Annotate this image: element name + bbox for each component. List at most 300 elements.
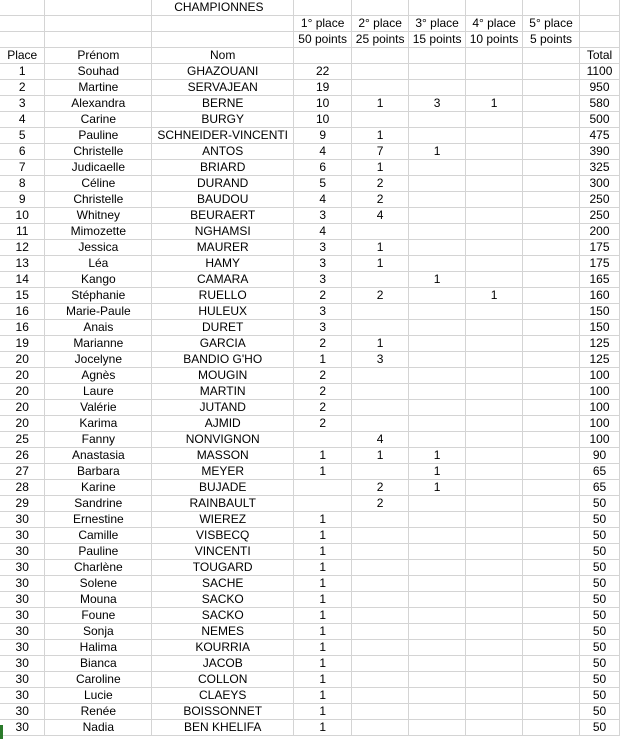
nom-cell[interactable]: CLAEYS [152, 688, 294, 704]
place-4-count-cell[interactable] [466, 304, 523, 320]
place-cell[interactable]: 29 [0, 496, 45, 512]
place-5-count-cell[interactable] [523, 624, 580, 640]
total-cell[interactable]: 125 [579, 336, 619, 352]
place-2-count-cell[interactable]: 1 [352, 160, 409, 176]
place-5-count-cell[interactable] [523, 224, 580, 240]
place-1-points[interactable]: 50 points [294, 32, 352, 48]
place-4-count-cell[interactable] [466, 112, 523, 128]
place-3-count-cell[interactable] [409, 640, 466, 656]
prenom-cell[interactable]: Anais [45, 320, 152, 336]
place-4-count-cell[interactable] [466, 496, 523, 512]
total-cell[interactable]: 950 [579, 80, 619, 96]
place-3-count-cell[interactable]: 1 [409, 272, 466, 288]
place-5-count-cell[interactable] [523, 320, 580, 336]
sheet-title[interactable]: CHAMPIONNES [152, 0, 294, 16]
place-3-count-cell[interactable] [409, 336, 466, 352]
place-3-count-cell[interactable] [409, 208, 466, 224]
total-cell[interactable]: 250 [579, 192, 619, 208]
place-2-count-cell[interactable] [352, 416, 409, 432]
prenom-cell[interactable]: Martine [45, 80, 152, 96]
place-2-count-cell[interactable] [352, 80, 409, 96]
place-cell[interactable]: 12 [0, 240, 45, 256]
nom-cell[interactable]: JACOB [152, 656, 294, 672]
place-5-count-cell[interactable] [523, 240, 580, 256]
total-cell[interactable]: 50 [579, 496, 619, 512]
cell[interactable] [0, 16, 45, 32]
nom-cell[interactable]: KOURRIA [152, 640, 294, 656]
place-cell[interactable]: 2 [0, 80, 45, 96]
place-cell[interactable]: 11 [0, 224, 45, 240]
place-5-count-cell[interactable] [523, 704, 580, 720]
total-cell[interactable]: 50 [579, 592, 619, 608]
place-4-count-cell[interactable] [466, 576, 523, 592]
place-3-count-cell[interactable] [409, 224, 466, 240]
place-3-count-cell[interactable] [409, 256, 466, 272]
total-cell[interactable]: 165 [579, 272, 619, 288]
place-5-count-cell[interactable] [523, 128, 580, 144]
place-4-count-cell[interactable] [466, 544, 523, 560]
place-1-count-cell[interactable]: 1 [294, 352, 352, 368]
place-4-count-cell[interactable] [466, 448, 523, 464]
nom-cell[interactable]: SACHE [152, 576, 294, 592]
nom-cell[interactable]: ANTOS [152, 144, 294, 160]
total-cell[interactable]: 100 [579, 432, 619, 448]
place-2-count-cell[interactable]: 2 [352, 496, 409, 512]
total-cell[interactable]: 300 [579, 176, 619, 192]
place-3-count-cell[interactable] [409, 384, 466, 400]
place-1-count-cell[interactable]: 1 [294, 656, 352, 672]
prenom-cell[interactable]: Renée [45, 704, 152, 720]
nom-cell[interactable]: MAURER [152, 240, 294, 256]
place-1-count-cell[interactable]: 6 [294, 160, 352, 176]
place-1-count-cell[interactable]: 4 [294, 224, 352, 240]
prenom-cell[interactable]: Pauline [45, 128, 152, 144]
place-cell[interactable]: 30 [0, 560, 45, 576]
nom-cell[interactable]: WIEREZ [152, 512, 294, 528]
place-5-count-cell[interactable] [523, 272, 580, 288]
place-5-count-cell[interactable] [523, 64, 580, 80]
place-4-count-cell[interactable] [466, 128, 523, 144]
total-cell[interactable]: 65 [579, 480, 619, 496]
cell[interactable] [579, 16, 619, 32]
total-cell[interactable]: 50 [579, 656, 619, 672]
nom-cell[interactable]: BEN KHELIFA [152, 720, 294, 736]
place-1-count-cell[interactable]: 1 [294, 592, 352, 608]
nom-cell[interactable]: SACKO [152, 608, 294, 624]
total-cell[interactable]: 250 [579, 208, 619, 224]
cell[interactable] [409, 48, 466, 64]
place-1-count-cell[interactable]: 22 [294, 64, 352, 80]
place-cell[interactable]: 28 [0, 480, 45, 496]
total-cell[interactable]: 325 [579, 160, 619, 176]
place-cell[interactable]: 16 [0, 304, 45, 320]
place-1-header[interactable]: 1° place [294, 16, 352, 32]
place-2-count-cell[interactable] [352, 640, 409, 656]
place-4-count-cell[interactable] [466, 64, 523, 80]
place-5-count-cell[interactable] [523, 528, 580, 544]
place-1-count-cell[interactable]: 2 [294, 336, 352, 352]
nom-cell[interactable]: AJMID [152, 416, 294, 432]
place-cell[interactable]: 26 [0, 448, 45, 464]
place-5-count-cell[interactable] [523, 144, 580, 160]
prenom-cell[interactable]: Sandrine [45, 496, 152, 512]
place-2-count-cell[interactable] [352, 672, 409, 688]
place-1-count-cell[interactable]: 1 [294, 720, 352, 736]
place-5-count-cell[interactable] [523, 304, 580, 320]
place-4-count-cell[interactable] [466, 368, 523, 384]
total-cell[interactable]: 100 [579, 400, 619, 416]
place-2-count-cell[interactable]: 2 [352, 192, 409, 208]
prenom-cell[interactable]: Karine [45, 480, 152, 496]
place-2-points[interactable]: 25 points [352, 32, 409, 48]
place-5-header[interactable]: 5° place [523, 16, 580, 32]
place-3-count-cell[interactable] [409, 176, 466, 192]
place-3-points[interactable]: 15 points [409, 32, 466, 48]
place-cell[interactable]: 1 [0, 64, 45, 80]
nom-cell[interactable]: GHAZOUANI [152, 64, 294, 80]
cell[interactable] [523, 48, 580, 64]
place-5-count-cell[interactable] [523, 512, 580, 528]
place-1-count-cell[interactable]: 2 [294, 416, 352, 432]
place-1-count-cell[interactable]: 1 [294, 528, 352, 544]
prenom-cell[interactable]: Sonja [45, 624, 152, 640]
place-2-count-cell[interactable] [352, 512, 409, 528]
place-1-count-cell[interactable]: 1 [294, 672, 352, 688]
place-3-count-cell[interactable] [409, 528, 466, 544]
place-2-count-cell[interactable]: 3 [352, 352, 409, 368]
place-1-count-cell[interactable]: 1 [294, 688, 352, 704]
place-5-count-cell[interactable] [523, 384, 580, 400]
place-3-count-cell[interactable] [409, 560, 466, 576]
place-4-header[interactable]: 4° place [466, 16, 523, 32]
place-5-count-cell[interactable] [523, 416, 580, 432]
place-2-count-cell[interactable] [352, 400, 409, 416]
place-4-count-cell[interactable] [466, 432, 523, 448]
place-2-count-cell[interactable] [352, 688, 409, 704]
place-3-count-cell[interactable] [409, 656, 466, 672]
place-5-count-cell[interactable] [523, 160, 580, 176]
total-cell[interactable]: 390 [579, 144, 619, 160]
nom-cell[interactable]: DURAND [152, 176, 294, 192]
place-4-count-cell[interactable] [466, 624, 523, 640]
prenom-cell[interactable]: Jessica [45, 240, 152, 256]
cell[interactable] [466, 48, 523, 64]
place-2-count-cell[interactable] [352, 560, 409, 576]
prenom-cell[interactable]: Mouna [45, 592, 152, 608]
place-4-count-cell[interactable] [466, 176, 523, 192]
place-3-count-cell[interactable] [409, 288, 466, 304]
place-cell[interactable]: 25 [0, 432, 45, 448]
place-cell[interactable]: 16 [0, 320, 45, 336]
nom-cell[interactable]: SACKO [152, 592, 294, 608]
place-1-count-cell[interactable] [294, 432, 352, 448]
place-4-count-cell[interactable] [466, 656, 523, 672]
place-4-count-cell[interactable] [466, 608, 523, 624]
place-4-count-cell[interactable] [466, 224, 523, 240]
prenom-cell[interactable]: Christelle [45, 144, 152, 160]
place-3-count-cell[interactable] [409, 160, 466, 176]
prenom-cell[interactable]: Mimozette [45, 224, 152, 240]
place-3-count-cell[interactable] [409, 512, 466, 528]
place-1-count-cell[interactable]: 4 [294, 192, 352, 208]
place-2-header[interactable]: 2° place [352, 16, 409, 32]
cell[interactable] [409, 0, 466, 16]
place-1-count-cell[interactable]: 1 [294, 624, 352, 640]
place-3-count-cell[interactable] [409, 352, 466, 368]
cell[interactable] [45, 32, 152, 48]
place-3-count-cell[interactable] [409, 416, 466, 432]
total-cell[interactable]: 175 [579, 256, 619, 272]
place-1-count-cell[interactable]: 3 [294, 304, 352, 320]
nom-cell[interactable]: RUELLO [152, 288, 294, 304]
place-1-count-cell[interactable]: 3 [294, 320, 352, 336]
place-3-count-cell[interactable] [409, 240, 466, 256]
place-1-count-cell[interactable]: 2 [294, 384, 352, 400]
place-cell[interactable]: 20 [0, 368, 45, 384]
place-3-count-cell[interactable] [409, 304, 466, 320]
place-1-count-cell[interactable]: 1 [294, 704, 352, 720]
nom-cell[interactable]: BUJADE [152, 480, 294, 496]
cell[interactable] [294, 0, 352, 16]
nom-cell[interactable]: CAMARA [152, 272, 294, 288]
prenom-cell[interactable]: Kango [45, 272, 152, 288]
place-cell[interactable]: 30 [0, 592, 45, 608]
place-5-count-cell[interactable] [523, 112, 580, 128]
place-3-count-cell[interactable]: 1 [409, 464, 466, 480]
place-4-count-cell[interactable] [466, 704, 523, 720]
place-5-count-cell[interactable] [523, 432, 580, 448]
place-cell[interactable]: 20 [0, 384, 45, 400]
place-1-count-cell[interactable]: 1 [294, 544, 352, 560]
place-2-count-cell[interactable]: 2 [352, 288, 409, 304]
nom-column-header[interactable]: Nom [152, 48, 294, 64]
place-cell[interactable]: 30 [0, 672, 45, 688]
place-3-count-cell[interactable]: 1 [409, 144, 466, 160]
nom-cell[interactable]: NEMES [152, 624, 294, 640]
place-1-count-cell[interactable]: 1 [294, 608, 352, 624]
place-3-count-cell[interactable] [409, 192, 466, 208]
place-3-count-cell[interactable] [409, 320, 466, 336]
total-cell[interactable]: 175 [579, 240, 619, 256]
prenom-cell[interactable]: Caroline [45, 672, 152, 688]
place-1-count-cell[interactable]: 2 [294, 400, 352, 416]
prenom-cell[interactable]: Charlène [45, 560, 152, 576]
place-3-count-cell[interactable] [409, 688, 466, 704]
nom-cell[interactable]: BAUDOU [152, 192, 294, 208]
cell[interactable] [523, 0, 580, 16]
place-3-count-cell[interactable]: 1 [409, 448, 466, 464]
prenom-cell[interactable]: Barbara [45, 464, 152, 480]
place-2-count-cell[interactable] [352, 608, 409, 624]
cell[interactable] [0, 0, 45, 16]
place-cell[interactable]: 30 [0, 640, 45, 656]
place-column-header[interactable]: Place [0, 48, 45, 64]
place-cell[interactable]: 20 [0, 416, 45, 432]
prenom-cell[interactable]: Pauline [45, 544, 152, 560]
total-cell[interactable]: 50 [579, 560, 619, 576]
prenom-cell[interactable]: Camille [45, 528, 152, 544]
nom-cell[interactable]: BURGY [152, 112, 294, 128]
place-5-count-cell[interactable] [523, 176, 580, 192]
place-1-count-cell[interactable]: 1 [294, 464, 352, 480]
place-5-count-cell[interactable] [523, 80, 580, 96]
place-4-count-cell[interactable] [466, 640, 523, 656]
place-5-count-cell[interactable] [523, 192, 580, 208]
place-1-count-cell[interactable]: 1 [294, 512, 352, 528]
place-4-count-cell[interactable] [466, 416, 523, 432]
total-cell[interactable]: 100 [579, 384, 619, 400]
place-1-count-cell[interactable]: 3 [294, 240, 352, 256]
place-cell[interactable]: 4 [0, 112, 45, 128]
nom-cell[interactable]: SERVAJEAN [152, 80, 294, 96]
total-cell[interactable]: 50 [579, 704, 619, 720]
total-cell[interactable]: 100 [579, 416, 619, 432]
place-cell[interactable]: 20 [0, 400, 45, 416]
prenom-cell[interactable]: Nadia [45, 720, 152, 736]
place-2-count-cell[interactable]: 7 [352, 144, 409, 160]
place-1-count-cell[interactable]: 1 [294, 576, 352, 592]
place-cell[interactable]: 13 [0, 256, 45, 272]
place-3-count-cell[interactable] [409, 544, 466, 560]
place-5-count-cell[interactable] [523, 544, 580, 560]
place-5-count-cell[interactable] [523, 656, 580, 672]
place-2-count-cell[interactable] [352, 704, 409, 720]
total-cell[interactable]: 50 [579, 512, 619, 528]
prenom-cell[interactable]: Karima [45, 416, 152, 432]
prenom-cell[interactable]: Bianca [45, 656, 152, 672]
nom-cell[interactable]: MOUGIN [152, 368, 294, 384]
nom-cell[interactable]: NGHAMSI [152, 224, 294, 240]
place-3-count-cell[interactable] [409, 496, 466, 512]
prenom-cell[interactable]: Lucie [45, 688, 152, 704]
place-1-count-cell[interactable]: 4 [294, 144, 352, 160]
prenom-column-header[interactable]: Prénom [45, 48, 152, 64]
place-cell[interactable]: 30 [0, 656, 45, 672]
place-1-count-cell[interactable] [294, 480, 352, 496]
place-cell[interactable]: 30 [0, 544, 45, 560]
place-cell[interactable]: 30 [0, 528, 45, 544]
place-2-count-cell[interactable] [352, 320, 409, 336]
nom-cell[interactable]: JUTAND [152, 400, 294, 416]
place-2-count-cell[interactable] [352, 624, 409, 640]
total-cell[interactable]: 1100 [579, 64, 619, 80]
place-2-count-cell[interactable] [352, 368, 409, 384]
total-cell[interactable]: 90 [579, 448, 619, 464]
place-4-count-cell[interactable] [466, 144, 523, 160]
nom-cell[interactable]: BRIARD [152, 160, 294, 176]
total-cell[interactable]: 580 [579, 96, 619, 112]
place-2-count-cell[interactable]: 2 [352, 176, 409, 192]
place-4-points[interactable]: 10 points [466, 32, 523, 48]
place-cell[interactable]: 9 [0, 192, 45, 208]
place-2-count-cell[interactable] [352, 720, 409, 736]
place-5-count-cell[interactable] [523, 672, 580, 688]
total-cell[interactable]: 50 [579, 576, 619, 592]
total-column-header[interactable]: Total [579, 48, 619, 64]
place-4-count-cell[interactable] [466, 208, 523, 224]
place-5-count-cell[interactable] [523, 592, 580, 608]
nom-cell[interactable]: COLLON [152, 672, 294, 688]
total-cell[interactable]: 50 [579, 672, 619, 688]
place-cell[interactable]: 30 [0, 624, 45, 640]
cell[interactable] [152, 32, 294, 48]
prenom-cell[interactable]: Léa [45, 256, 152, 272]
place-4-count-cell[interactable] [466, 272, 523, 288]
place-4-count-cell[interactable] [466, 560, 523, 576]
place-3-count-cell[interactable] [409, 432, 466, 448]
place-1-count-cell[interactable]: 3 [294, 272, 352, 288]
place-4-count-cell[interactable]: 1 [466, 288, 523, 304]
place-cell[interactable]: 20 [0, 352, 45, 368]
total-cell[interactable]: 50 [579, 608, 619, 624]
prenom-cell[interactable]: Foune [45, 608, 152, 624]
place-2-count-cell[interactable] [352, 272, 409, 288]
total-cell[interactable]: 200 [579, 224, 619, 240]
cell[interactable] [0, 32, 45, 48]
total-cell[interactable]: 50 [579, 720, 619, 736]
place-2-count-cell[interactable] [352, 464, 409, 480]
place-2-count-cell[interactable]: 1 [352, 128, 409, 144]
place-1-count-cell[interactable]: 2 [294, 288, 352, 304]
nom-cell[interactable]: TOUGARD [152, 560, 294, 576]
place-2-count-cell[interactable]: 2 [352, 480, 409, 496]
place-5-count-cell[interactable] [523, 336, 580, 352]
cell[interactable] [466, 0, 523, 16]
place-5-count-cell[interactable] [523, 608, 580, 624]
place-cell[interactable]: 30 [0, 512, 45, 528]
place-3-count-cell[interactable] [409, 128, 466, 144]
nom-cell[interactable]: VINCENTI [152, 544, 294, 560]
place-4-count-cell[interactable] [466, 688, 523, 704]
prenom-cell[interactable]: Fanny [45, 432, 152, 448]
total-cell[interactable]: 100 [579, 368, 619, 384]
place-cell[interactable]: 30 [0, 704, 45, 720]
nom-cell[interactable]: MEYER [152, 464, 294, 480]
place-3-count-cell[interactable] [409, 368, 466, 384]
place-5-count-cell[interactable] [523, 256, 580, 272]
nom-cell[interactable]: BOISSONNET [152, 704, 294, 720]
nom-cell[interactable]: MARTIN [152, 384, 294, 400]
place-cell[interactable]: 30 [0, 608, 45, 624]
place-4-count-cell[interactable]: 1 [466, 96, 523, 112]
place-3-count-cell[interactable] [409, 624, 466, 640]
nom-cell[interactable]: HAMY [152, 256, 294, 272]
place-4-count-cell[interactable] [466, 528, 523, 544]
place-2-count-cell[interactable]: 4 [352, 432, 409, 448]
place-5-count-cell[interactable] [523, 96, 580, 112]
place-4-count-cell[interactable] [466, 192, 523, 208]
total-cell[interactable]: 150 [579, 304, 619, 320]
nom-cell[interactable]: DURET [152, 320, 294, 336]
prenom-cell[interactable]: Anastasia [45, 448, 152, 464]
place-3-count-cell[interactable] [409, 80, 466, 96]
place-2-count-cell[interactable] [352, 528, 409, 544]
place-cell[interactable]: 3 [0, 96, 45, 112]
place-4-count-cell[interactable] [466, 592, 523, 608]
place-cell[interactable]: 15 [0, 288, 45, 304]
total-cell[interactable]: 50 [579, 688, 619, 704]
total-cell[interactable]: 50 [579, 528, 619, 544]
cell[interactable] [352, 0, 409, 16]
nom-cell[interactable]: BANDIO G'HO [152, 352, 294, 368]
place-cell[interactable]: 6 [0, 144, 45, 160]
place-1-count-cell[interactable]: 10 [294, 96, 352, 112]
prenom-cell[interactable]: Alexandra [45, 96, 152, 112]
place-5-count-cell[interactable] [523, 688, 580, 704]
place-cell[interactable]: 19 [0, 336, 45, 352]
total-cell[interactable]: 50 [579, 624, 619, 640]
nom-cell[interactable]: BERNE [152, 96, 294, 112]
